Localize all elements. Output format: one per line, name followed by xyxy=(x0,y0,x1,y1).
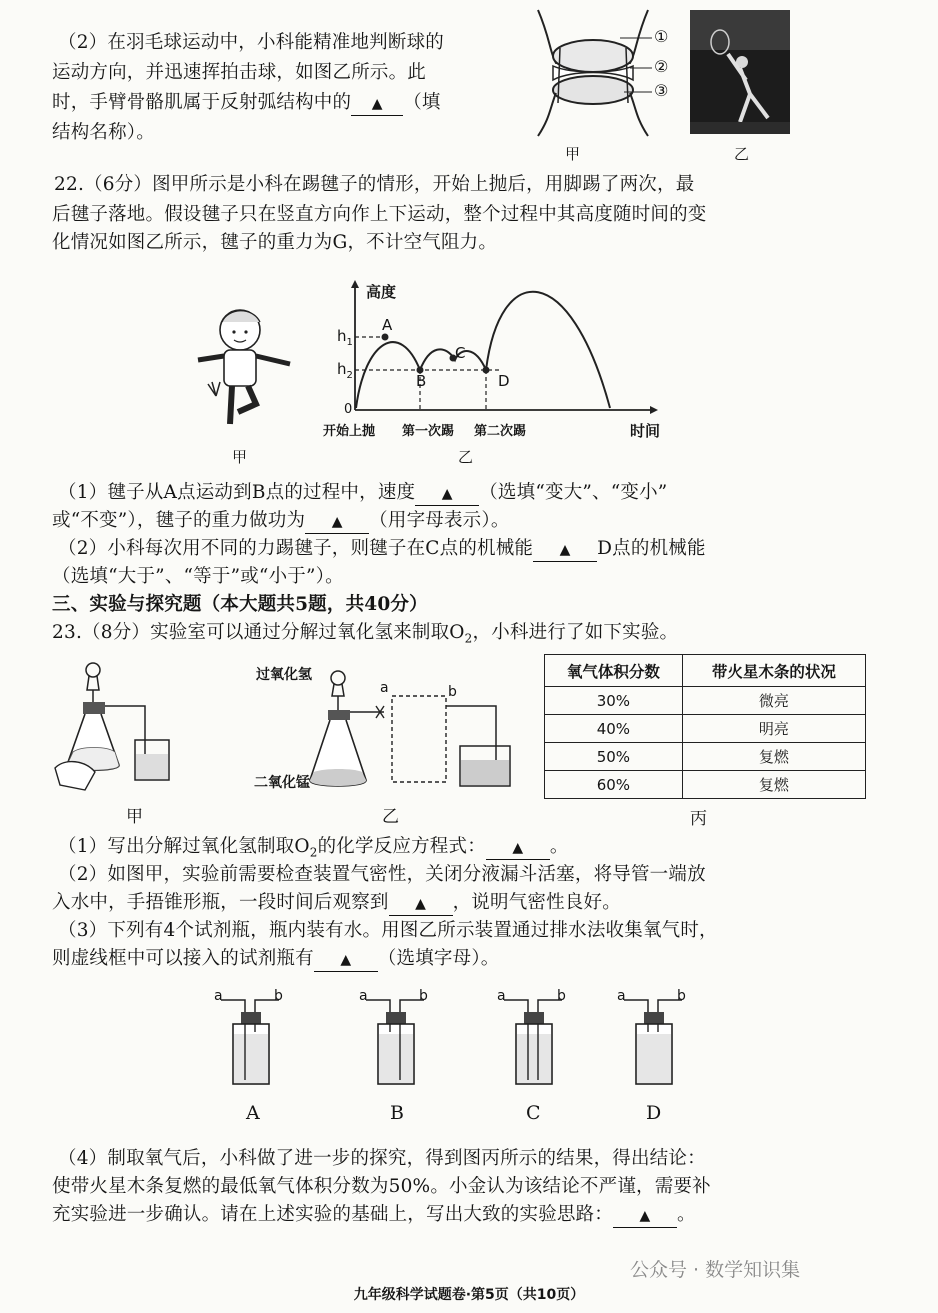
q22-sub2-line2: （选填“大于”、“等于”或“小于”）。 xyxy=(52,566,344,587)
bottle-port-a: a xyxy=(617,988,626,1004)
reagent-bottle-d xyxy=(618,992,688,1092)
answer-blank[interactable]: ▲ xyxy=(486,837,550,860)
q22-sub2-line1: （2）小科每次用不同的力踢毽子，则毽子在C点的机械能 ▲ D点的机械能 xyxy=(58,534,706,564)
label-h2o2: 过氧化氢 xyxy=(256,667,312,683)
q22-sub1-line1: （1）毽子从A点运动到B点的过程中，速度 ▲ （选填“变大”、“变小” xyxy=(58,478,667,508)
q23-sub4-line3: 充实验进一步确认。请在上述实验的基础上，写出大致的实验思路： ▲ 。 xyxy=(52,1200,696,1230)
q23-sub2-line1: （2）如图甲，实验前需要检查装置气密性，关闭分液漏斗活塞，将导管一端放 xyxy=(58,864,706,885)
label-mno2: 二氧化锰 xyxy=(254,775,310,791)
joint-diagram xyxy=(520,8,670,138)
graph-h2: $h_2$ xyxy=(337,360,353,381)
q23-sub1: （1）写出分解过氧化氢制取$O_2$的化学反应方程式： ▲ 。 xyxy=(58,836,569,860)
fig-label-jia: 甲 xyxy=(126,807,143,827)
q22-line1: 22.（6分）图甲所示是小科在踢毽子的情形，开始上抛后，用脚踢了两次，最 xyxy=(54,174,695,195)
q23-intro: 23.（8分）实验室可以通过分解过氧化氢来制取$O_2$，小科进行了如下实验。 xyxy=(52,622,679,646)
graph-point-A: A xyxy=(382,316,393,334)
child-kicking-figure xyxy=(190,300,310,440)
graph-xlabel: 时间 xyxy=(630,422,661,440)
label-port-b: b xyxy=(448,684,457,700)
apparatus-jia xyxy=(55,660,195,800)
table-cell: 30% xyxy=(545,687,683,715)
q23-sub4-line1: （4）制取氧气后，小科做了进一步的探究，得到图丙所示的结果，得出结论： xyxy=(58,1148,706,1169)
label-circle-3: ③ xyxy=(654,81,669,100)
graph-point-D: D xyxy=(498,372,510,390)
table-cell: 复燃 xyxy=(682,743,865,771)
table-header-row xyxy=(545,655,866,687)
table-cell: 微亮 xyxy=(682,687,865,715)
label-port-a: a xyxy=(380,680,389,696)
answer-blank[interactable]: ▲ xyxy=(351,93,403,116)
reagent-bottle-b xyxy=(360,992,430,1092)
q23-sub2-line2: 入水中，手捂锥形瓶，一段时间后观察到 ▲ ，说明气密性良好。 xyxy=(52,888,621,918)
graph-point-C: C xyxy=(455,344,466,362)
bottle-port-b: b xyxy=(677,988,686,1004)
fig-label-yi: 乙 xyxy=(458,448,474,466)
q21-line2: 运动方向，并迅速挥拍击球，如图乙所示。此 xyxy=(52,62,427,83)
graph-tick-kick1: 第一次踢 xyxy=(402,424,455,439)
fig-label-jia: 甲 xyxy=(232,448,248,466)
badminton-photo xyxy=(690,10,790,134)
table-cell: 40% xyxy=(545,715,683,743)
oxygen-results-table xyxy=(544,654,866,799)
apparatus-yi xyxy=(300,668,520,798)
q22-line2: 后毽子落地。假设毽子只在竖直方向作上下运动，整个过程中其高度随时间的变 xyxy=(52,204,707,225)
reagent-bottle-a xyxy=(215,992,285,1092)
label-circle-2: ② xyxy=(654,57,669,76)
table-header-cell: 带火星木条的状况 xyxy=(682,655,865,687)
bottle-port-a: a xyxy=(497,988,506,1004)
answer-blank[interactable]: ▲ xyxy=(305,511,369,534)
graph-h1: $h_1$ xyxy=(337,327,353,348)
label-circle-1: ① xyxy=(654,27,669,46)
graph-tick-kick2: 第二次踢 xyxy=(474,424,527,439)
table-row xyxy=(545,687,866,715)
height-time-graph xyxy=(320,280,670,440)
q21-line3-text: 时，手臂骨骼肌属于反射弧结构中的 xyxy=(52,92,352,113)
table-header-cell: 氧气体积分数 xyxy=(545,655,683,687)
q21-line3 xyxy=(52,88,441,118)
q23-sub3-line2: 则虚线框中可以接入的试剂瓶有 ▲ （选填字母）。 xyxy=(52,944,499,974)
table-cell: 60% xyxy=(545,771,683,799)
bottle-port-b: b xyxy=(557,988,566,1004)
bottle-label-d[interactable]: D xyxy=(646,1102,662,1124)
bottle-label-a[interactable]: A xyxy=(246,1102,260,1124)
graph-ylabel: 高度 xyxy=(366,283,397,301)
watermark: 公众号 · 数学知识集 xyxy=(630,1259,801,1281)
section-3-heading: 三、实验与探究题（本大题共5题，共40分） xyxy=(52,594,428,615)
graph-point-B: B xyxy=(416,372,427,390)
answer-blank[interactable]: ▲ xyxy=(533,539,597,562)
q21-line1: （2）在羽毛球运动中，小科能精准地判断球的 xyxy=(58,32,444,53)
fig-label-yi: 乙 xyxy=(382,807,399,827)
q21-line3-tail: （填 xyxy=(403,92,441,113)
q22-line3: 化情况如图乙所示，毽子的重力为G，不计空气阻力。 xyxy=(52,232,498,253)
graph-tick-start: 开始上抛 xyxy=(323,424,376,439)
page-footer: 九年级科学试题卷·第5页（共10页） xyxy=(353,1287,585,1303)
bottle-port-b: b xyxy=(419,988,428,1004)
table-row xyxy=(545,715,866,743)
table-cell: 50% xyxy=(545,743,683,771)
answer-blank[interactable]: ▲ xyxy=(613,1205,677,1228)
table-row xyxy=(545,771,866,799)
bottle-label-c[interactable]: C xyxy=(526,1102,541,1124)
answer-blank[interactable]: ▲ xyxy=(314,949,378,972)
answer-blank[interactable]: ▲ xyxy=(415,483,479,506)
bottle-port-a: a xyxy=(214,988,223,1004)
q22-sub1-line2: 或“不变”），毽子的重力做功为 ▲ （用字母表示）。 xyxy=(52,506,510,536)
q21-line4: 结构名称）。 xyxy=(52,122,155,143)
graph-origin: 0 xyxy=(344,402,353,417)
bottle-label-b[interactable]: B xyxy=(390,1102,404,1124)
table-row xyxy=(545,743,866,771)
fig-label-bing: 丙 xyxy=(690,809,707,829)
reagent-bottle-c xyxy=(498,992,568,1092)
fig-label-yi: 乙 xyxy=(734,145,750,163)
q23-sub4-line2: 使带火星木条复燃的最低氧气体积分数为50%。小金认为该结论不严谨，需要补 xyxy=(52,1176,711,1197)
q23-sub3-line1: （3）下列有4个试剂瓶，瓶内装有水。用图乙所示装置通过排水法收集氧气时， xyxy=(58,920,718,941)
fig-label-jia: 甲 xyxy=(565,145,581,163)
bottle-port-b: b xyxy=(274,988,283,1004)
table-cell: 复燃 xyxy=(682,771,865,799)
answer-blank[interactable]: ▲ xyxy=(389,893,453,916)
table-cell: 明亮 xyxy=(682,715,865,743)
bottle-port-a: a xyxy=(359,988,368,1004)
